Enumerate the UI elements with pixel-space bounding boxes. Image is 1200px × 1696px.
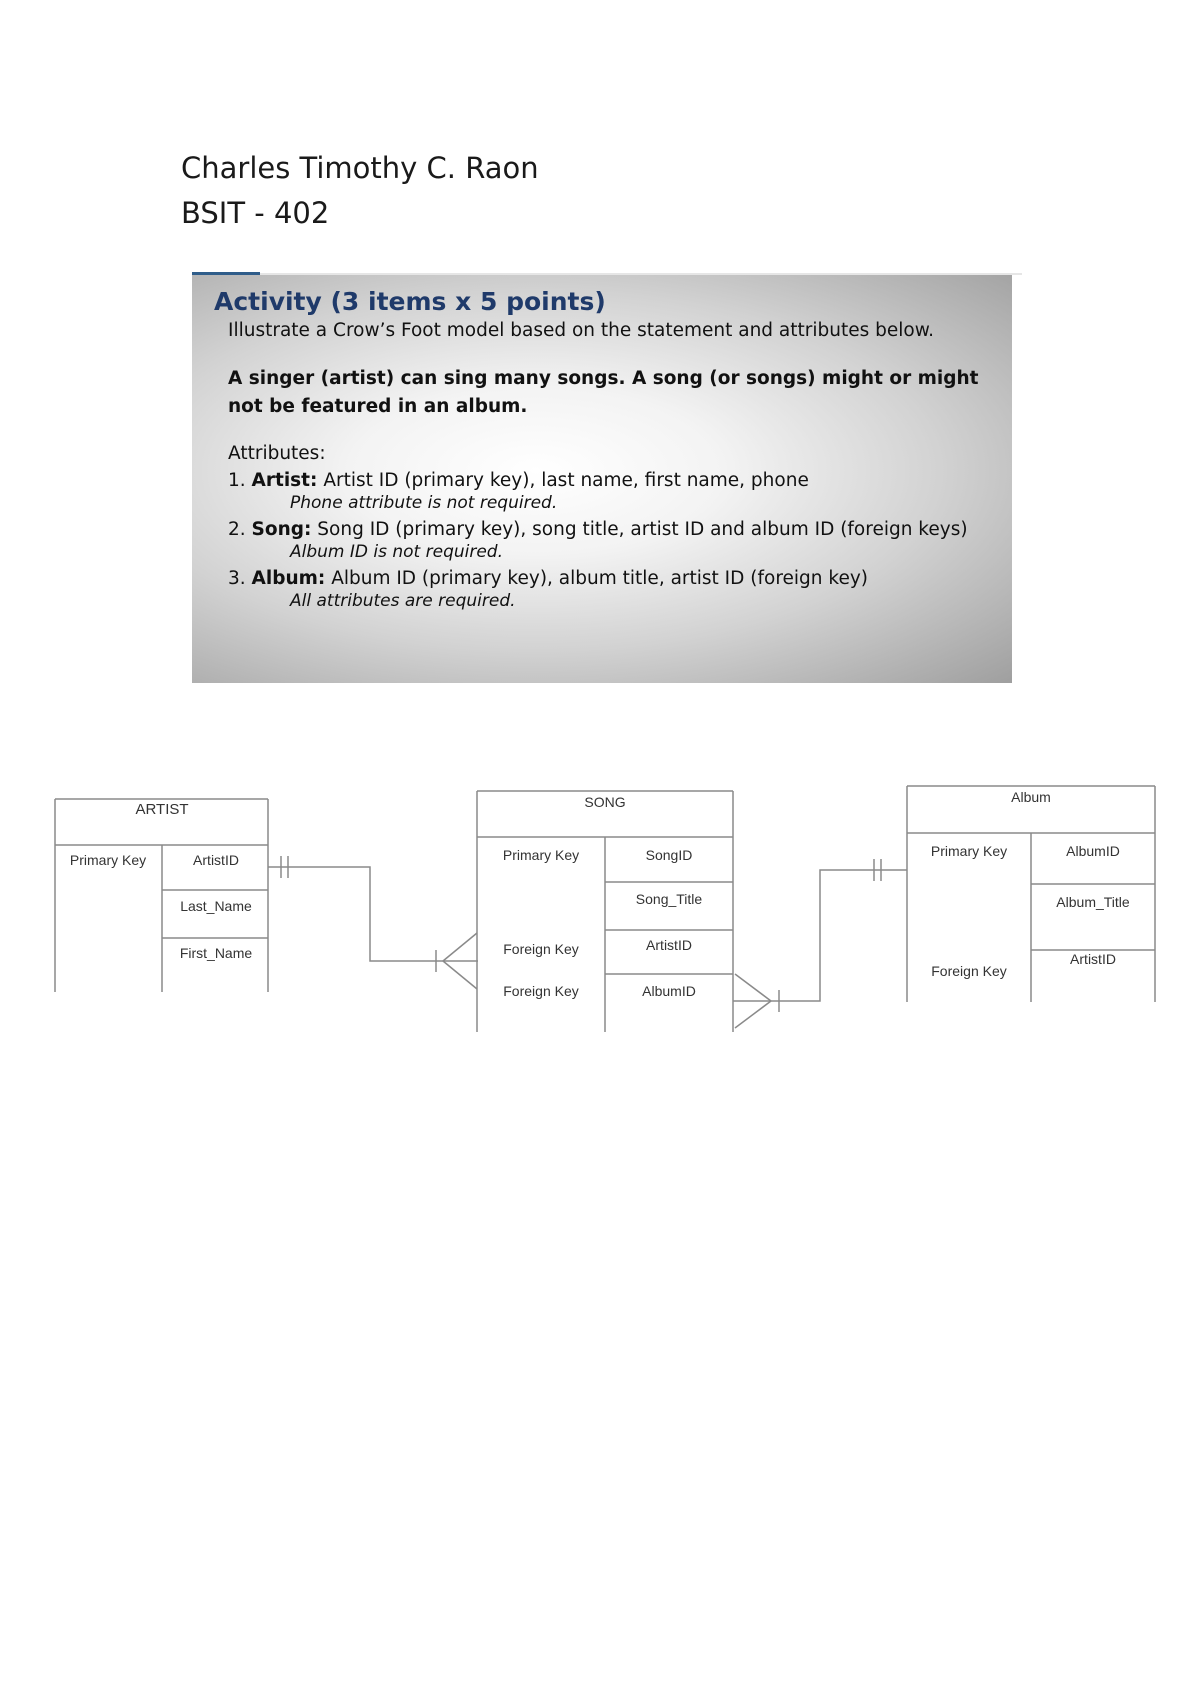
song-field-songid: SongID: [645, 847, 693, 863]
album-field-albumid: AlbumID: [1066, 843, 1120, 859]
activity-title: Activity (3 items x 5 points): [214, 287, 606, 316]
album-field-albumtitle: Album_Title: [1056, 894, 1130, 910]
slide-top-line: [192, 273, 1022, 275]
album-key-label-primary: Primary Key: [930, 843, 1008, 859]
attribute-note-album: All attributes are required.: [290, 591, 516, 611]
song-entity-title: SONG: [584, 794, 626, 810]
song-field-artistid: ArtistID: [646, 937, 692, 953]
song-key-label-foreign-album: Foreign Key: [503, 983, 579, 999]
student-section: BSIT - 402: [181, 196, 330, 230]
artist-key-label: Primary Key: [69, 852, 147, 868]
attribute-item-song: 2. Song: Song ID (primary key), song title, artist ID and album ID (foreign keys): [228, 519, 968, 540]
activity-statement: A singer (artist) can sing many songs. A song (or songs) might or might not be featured in an album.: [228, 368, 979, 417]
student-name: Charles Timothy C. Raon: [181, 151, 539, 185]
attribute-name: Artist:: [251, 470, 318, 491]
album-key-label-foreign: Foreign Key: [931, 963, 1007, 979]
attribute-item-album: 3. Album: Album ID (primary key), album title, artist ID (foreign key): [228, 568, 868, 589]
song-field-songtitle: Song_Title: [635, 891, 703, 907]
slide-accent-tab: [192, 272, 260, 275]
activity-slide: [192, 275, 1012, 683]
artist-entity-box: [55, 799, 268, 992]
attribute-text: Song ID (primary key), song title, artist ID and album ID (foreign keys): [317, 519, 968, 540]
artist-field-lastname: Last_Name: [180, 898, 252, 914]
artist-song-relationship: [268, 856, 478, 989]
attribute-note-song: Album ID is not required.: [290, 542, 503, 562]
student-header: [181, 146, 539, 236]
song-album-relationship: [733, 859, 907, 1028]
attribute-note-artist: Phone attribute is not required.: [290, 493, 558, 513]
artist-field-artistid: ArtistID: [193, 852, 239, 868]
song-key-label-primary: Primary Key: [502, 847, 580, 863]
artist-entity-title: ARTIST: [135, 801, 189, 818]
album-field-artistid: ArtistID: [1070, 951, 1116, 967]
album-entity-title: Album: [1011, 789, 1051, 805]
activity-instruction: Illustrate a Crow’s Foot model based on the statement and attributes below.: [228, 320, 935, 341]
attribute-name: Song:: [251, 519, 312, 540]
attribute-item-artist: 1. Artist: Artist ID (primary key), last name, first name, phone: [228, 470, 809, 491]
song-key-label-foreign-artist: Foreign Key: [503, 941, 579, 957]
song-field-albumid: AlbumID: [642, 983, 696, 999]
attributes-label: Attributes:: [228, 443, 326, 464]
attribute-text: Album ID (primary key), album title, artist ID (foreign key): [331, 568, 868, 589]
attribute-text: Artist ID (primary key), last name, first name, phone: [323, 470, 809, 491]
crows-foot-diagram: [0, 770, 1200, 1070]
artist-field-firstname: First_Name: [179, 945, 253, 961]
attribute-name: Album:: [251, 568, 326, 589]
